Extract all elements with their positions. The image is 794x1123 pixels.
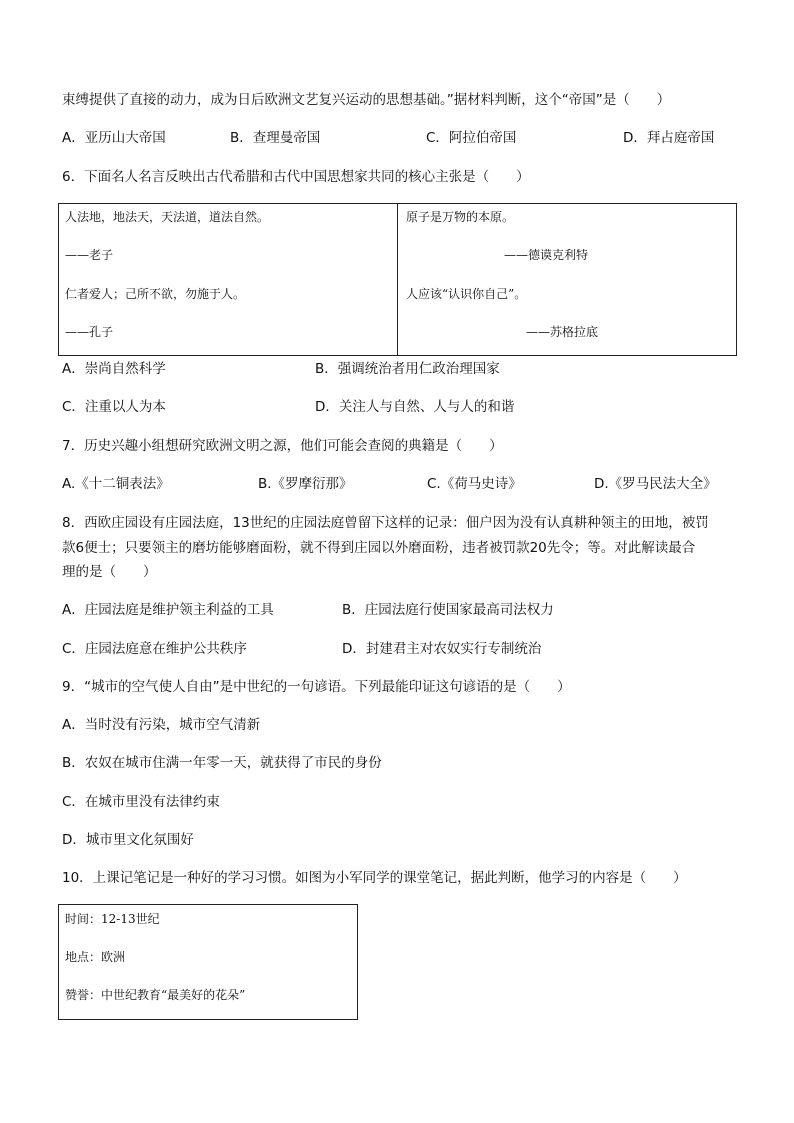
q7-option-c[interactable]: C.《荷马史诗》 — [427, 476, 522, 492]
note-place: 地点：欧洲 — [65, 950, 126, 964]
q8-option-d[interactable]: D．封建君主对农奴实行专制统治 — [342, 641, 542, 657]
q7-stem: 7．历史兴趣小组想研究欧洲文明之源，他们可能会查阅的典籍是（ ） — [62, 438, 503, 454]
author-confucius: ——孔子 — [65, 325, 114, 339]
q8-option-a[interactable]: A．庄园法庭是维护领主利益的工具 — [62, 602, 274, 618]
q9-option-b[interactable]: B．农奴在城市住满一年零一天，就获得了市民的身份 — [62, 755, 382, 771]
q7-option-a[interactable]: A.《十二铜表法》 — [62, 476, 170, 492]
q10-stem: 10．上课记笔记是一种好的学习习惯。如图为小军同学的课堂笔记，据此判断，他学习的内容是（ ） — [62, 870, 687, 886]
q6-option-d[interactable]: D．关注人与自然、人与人的和谐 — [315, 399, 515, 415]
note-time: 时间：12-13世纪 — [65, 912, 160, 926]
q9-option-c[interactable]: C．在城市里没有法律约束 — [62, 794, 220, 810]
q9-option-a[interactable]: A．当时没有污染，城市空气清新 — [62, 717, 261, 733]
q5-option-c[interactable]: C．阿拉伯帝国 — [426, 130, 517, 146]
q5-option-d[interactable]: D．拜占庭帝国 — [623, 130, 715, 146]
q6-stem: 6．下面名人名言反映出古代希腊和古代中国思想家共同的核心主张是（ ） — [62, 169, 530, 185]
q8-stem-line-3: 理的是（ ） — [62, 564, 157, 580]
quote-democritus: 原子是万物的本原。 — [406, 210, 515, 224]
q6-table-cell-chinese — [59, 204, 398, 355]
q9-option-d[interactable]: D．城市里文化氛围好 — [62, 832, 194, 848]
q9-stem: 9．“城市的空气使人自由”是中世纪的一句谚语。下列最能印证这句谚语的是（ ） — [62, 679, 571, 695]
quote-laozi: 人法地，地法天，天法道，道法自然。 — [65, 210, 270, 224]
q5-stem-tail: 束缚提供了直接的动力，成为日后欧洲文艺复兴运动的思想基础。”据材料判断，这个“帝国”是（ ） — [62, 92, 671, 108]
note-praise: 赞誉：中世纪教育“最美好的花朵” — [65, 988, 246, 1002]
q6-option-c[interactable]: C．注重以人为本 — [62, 399, 166, 415]
author-socrates: ——苏格拉底 — [526, 325, 599, 339]
q8-stem-line-1: 8．西欧庄园设有庄园法庭，13世纪的庄园法庭曾留下这样的记录：佃户因为没有认真耕种领主的田地，被罚 — [62, 515, 709, 531]
q10-class-note — [58, 904, 358, 1020]
author-democritus: ——德谟克利特 — [504, 248, 589, 262]
q5-option-b[interactable]: B．查理曼帝国 — [230, 130, 321, 146]
quote-confucius: 仁者爱人；己所不欲，勿施于人。 — [65, 287, 246, 301]
q6-option-a[interactable]: A．崇尚自然科学 — [62, 361, 166, 377]
q6-quote-table — [58, 203, 737, 356]
q8-option-b[interactable]: B．庄园法庭行使国家最高司法权力 — [342, 602, 554, 618]
quote-socrates: 人应该“认识你自己”。 — [406, 287, 527, 301]
q7-option-d[interactable]: D.《罗马民法大全》 — [594, 476, 717, 492]
q8-option-c[interactable]: C．庄园法庭意在维护公共秩序 — [62, 641, 247, 657]
author-laozi: ——老子 — [65, 248, 114, 262]
q7-option-b[interactable]: B.《罗摩衍那》 — [258, 476, 353, 492]
q8-stem-line-2: 款6便士；只要领主的磨坊能够磨面粉，就不得到庄园以外磨面粉，违者被罚款20先令；等。对此解读最合 — [62, 540, 696, 556]
q5-option-a[interactable]: A．亚历山大帝国 — [62, 130, 166, 146]
q6-table-cell-greek — [398, 204, 736, 355]
q6-option-b[interactable]: B．强调统治者用仁政治理国家 — [315, 361, 500, 377]
